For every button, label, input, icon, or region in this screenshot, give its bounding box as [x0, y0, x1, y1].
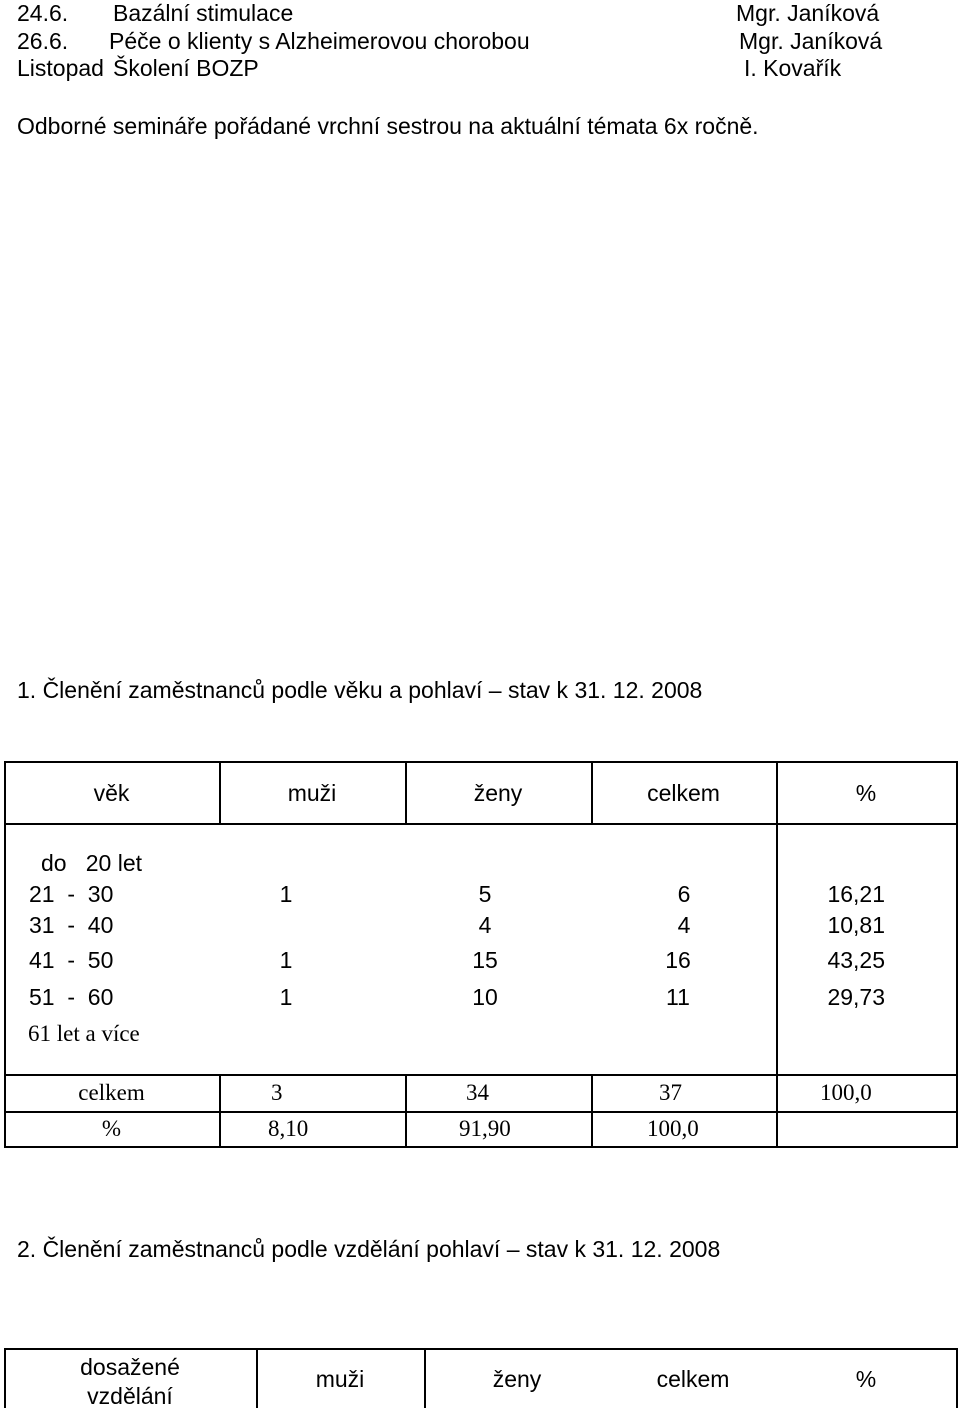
header-total: celkem — [656, 1366, 730, 1392]
percent-men: 8,10 — [268, 1116, 309, 1141]
cell-percent: 29,73 — [827, 984, 885, 1010]
percent-total: 100,0 — [647, 1116, 699, 1141]
col-divider — [776, 761, 778, 1148]
schedule-date: 24.6. — [17, 0, 69, 26]
section2-title: 2. Členění zaměstnanců podle vzdělání pohlaví – stav k 31. 12. 2008 — [17, 1236, 721, 1262]
header-total: celkem — [647, 780, 720, 806]
col-divider — [591, 1074, 593, 1148]
schedule-lecturer: Mgr. Janíková — [739, 28, 883, 54]
total-percent: 100,0 — [820, 1080, 872, 1105]
cell-men: 1 — [279, 881, 293, 907]
total-men: 3 — [271, 1080, 283, 1105]
table-header-divider — [4, 823, 958, 825]
total-label: celkem — [78, 1080, 145, 1105]
cell-total: 4 — [677, 912, 691, 938]
cell-total: 16 — [665, 947, 691, 973]
table-border-top — [4, 761, 958, 763]
table-border-bottom — [4, 1146, 958, 1148]
cell-total: 11 — [666, 984, 690, 1010]
header-men: muži — [315, 1366, 365, 1392]
cell-percent: 43,25 — [827, 947, 885, 973]
table-row-divider — [4, 1111, 958, 1113]
cell-age: do 20 let — [41, 850, 143, 876]
schedule-topic: Školení BOZP — [113, 55, 259, 81]
col-divider — [424, 1348, 426, 1408]
schedule-topic: Péče o klienty s Alzheimerovou chorobou — [109, 28, 530, 54]
header-age: věk — [93, 780, 130, 806]
header-percent: % — [855, 780, 877, 806]
table-border-left — [4, 1348, 6, 1408]
cell-total: 6 — [677, 881, 691, 907]
table-border-top — [4, 1348, 958, 1350]
header-education: dosažené vzdělání — [80, 1354, 180, 1409]
table-border-right — [956, 1348, 958, 1408]
seminars-note: Odborné semináře pořádané vrchní sestrou na aktuální témata 6x ročně. — [17, 113, 759, 139]
cell-women: 15 — [472, 947, 498, 973]
cell-age: 61 let a více — [28, 1021, 140, 1046]
header-percent: % — [855, 1366, 877, 1392]
total-total: 37 — [659, 1080, 682, 1105]
table-border-right — [956, 761, 958, 1148]
cell-women: 4 — [478, 912, 492, 938]
cell-women: 10 — [472, 984, 498, 1010]
cell-age: 51 - 60 — [29, 984, 114, 1010]
table-totals-divider — [4, 1074, 958, 1076]
col-divider — [405, 1074, 407, 1148]
schedule-date: Listopad — [17, 55, 104, 81]
cell-percent: 16,21 — [827, 881, 885, 907]
cell-men: 1 — [279, 984, 293, 1010]
schedule-topic: Bazální stimulace — [113, 0, 294, 26]
header-women: ženy — [473, 780, 523, 806]
schedule-lecturer: I. Kovařík — [744, 55, 842, 81]
cell-age: 31 - 40 — [29, 912, 114, 938]
col-divider — [219, 1074, 221, 1148]
cell-percent: 10,81 — [827, 912, 885, 938]
header-men: muži — [287, 780, 337, 806]
percent-women: 91,90 — [459, 1116, 511, 1141]
section1-title: 1. Členění zaměstnanců podle věku a pohlaví – stav k 31. 12. 2008 — [17, 677, 703, 703]
header-women: ženy — [492, 1366, 542, 1392]
schedule-date: 26.6. — [17, 28, 69, 54]
schedule-lecturer: Mgr. Janíková — [736, 0, 880, 26]
cell-age: 21 - 30 — [29, 881, 114, 907]
cell-men: 1 — [279, 947, 293, 973]
percent-label: % — [101, 1116, 122, 1141]
cell-women: 5 — [478, 881, 492, 907]
total-women: 34 — [466, 1080, 489, 1105]
cell-age: 41 - 50 — [29, 947, 114, 973]
